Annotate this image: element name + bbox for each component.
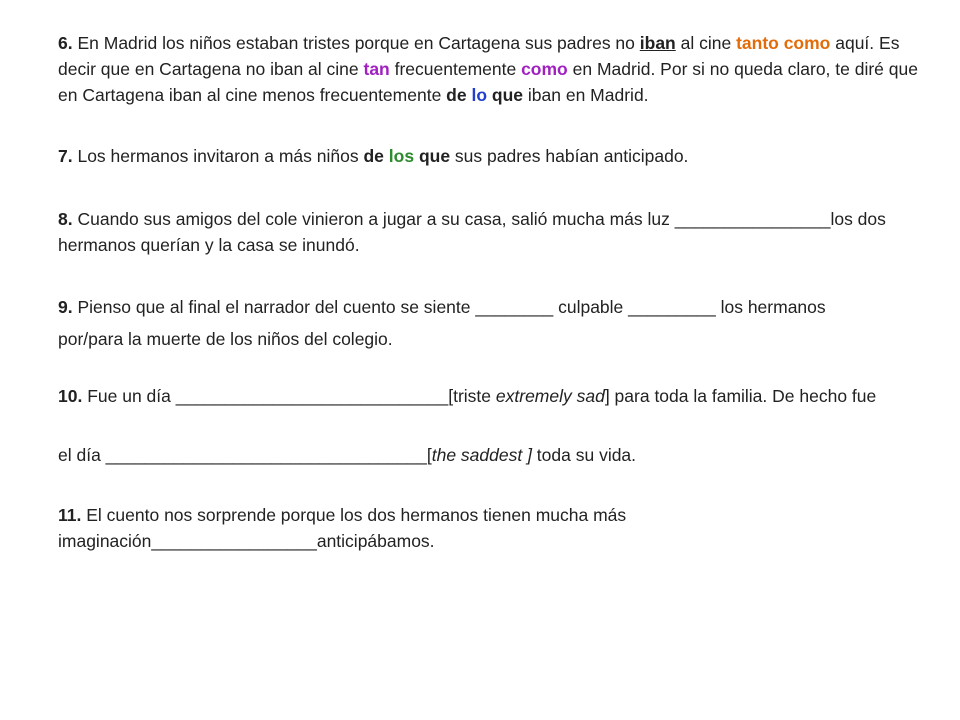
- item-9-line-2: por/para la muerte de los niños del colegio.: [58, 329, 393, 349]
- item-6-iban: iban: [639, 33, 676, 53]
- item-7: [58, 143, 938, 169]
- item-7-los: los: [388, 146, 415, 166]
- item-9-number: 9.: [58, 297, 73, 317]
- item-6-tanto-como: tanto como: [736, 33, 831, 53]
- item-6-text-1: En Madrid los niños estaban tristes porque en Cartagena sus padres no: [72, 33, 640, 53]
- item-6-como: como: [521, 59, 568, 79]
- item-10-line-2a: el día _________________________________[: [58, 445, 432, 465]
- item-6-text-3: aquí. Es decir que en Cartagena no iban al cine: [58, 33, 900, 79]
- item-10-line-2: [58, 442, 938, 468]
- item-6-text-4: frecuentemente: [389, 59, 522, 79]
- item-9: [58, 291, 938, 355]
- item-6-number: 6.: [58, 33, 73, 53]
- item-10: [58, 383, 938, 409]
- item-6-lo: lo: [471, 85, 488, 105]
- item-11: [58, 502, 938, 554]
- item-6: [58, 30, 938, 108]
- item-11-number: 11.: [58, 505, 82, 525]
- item-6-text-6: iban en Madrid.: [523, 85, 649, 105]
- item-9-line-1: Pienso que al final el narrador del cuento se siente ________ culpable _________ los hermanos: [72, 297, 826, 317]
- item-10-hint-1: extremely sad: [495, 386, 605, 406]
- item-6-text-2: al cine: [675, 33, 737, 53]
- item-6-que: que: [491, 85, 524, 105]
- item-8: [58, 206, 938, 258]
- item-7-que: que: [418, 146, 451, 166]
- item-7-text-2: sus padres habían anticipado.: [450, 146, 689, 166]
- item-10-text-2: ] para toda la familia. De hecho fue: [604, 386, 877, 406]
- item-7-text-1: Los hermanos invitaron a más niños: [72, 146, 364, 166]
- item-10-text-1: Fue un día ____________________________[triste: [82, 386, 496, 406]
- item-7-number: 7.: [58, 146, 73, 166]
- item-10-hint-2: the saddest ]: [431, 445, 532, 465]
- item-6-tan: tan: [363, 59, 390, 79]
- item-6-text-5: en Madrid. Por si no queda claro, te diré que en Cartagena iban al cine menos frecuentemente: [58, 59, 918, 105]
- item-10-line-2b: toda su vida.: [531, 445, 637, 465]
- item-8-text: Cuando sus amigos del cole vinieron a jugar a su casa, salió mucha más luz ________________los dos hermanos querían y la casa se inundó.: [58, 209, 886, 255]
- item-7-de: de: [363, 146, 384, 166]
- item-10-number: 10.: [58, 386, 83, 406]
- item-6-de: de: [446, 85, 467, 105]
- item-8-number: 8.: [58, 209, 73, 229]
- item-11-text: El cuento nos sorprende porque los dos hermanos tienen mucha más imaginación_________________anticipábamos.: [58, 505, 627, 551]
